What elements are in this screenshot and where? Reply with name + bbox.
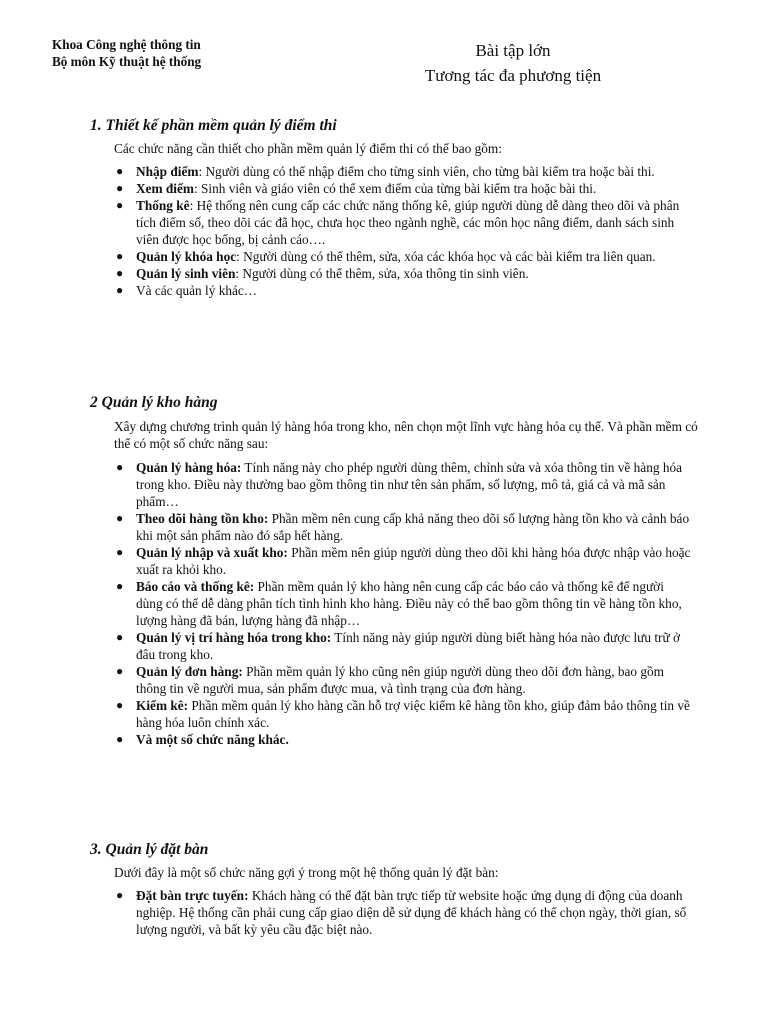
list-item <box>116 663 692 697</box>
course-header <box>380 38 646 88</box>
bullet-icon: ● <box>116 545 124 559</box>
division-name: Bộ môn Kỹ thuật hệ thống <box>52 54 202 69</box>
bullet-icon: ● <box>116 266 124 280</box>
list-item <box>116 265 692 282</box>
bullet-icon: ● <box>116 198 124 212</box>
section-intro: Xây dựng chương trình quản lý hàng hóa trong kho, nên chọn một lĩnh vực hàng hóa cụ thể. Và phần mềm có thể có một số chức năng sau: <box>114 419 698 451</box>
item-term: Đặt bàn trực tuyến: <box>136 888 249 903</box>
list-item <box>116 163 692 180</box>
bullet-icon: ● <box>116 579 124 593</box>
department-header <box>52 36 201 70</box>
list-item <box>116 731 692 748</box>
list-item <box>116 248 692 265</box>
item-text: Phần mềm quản lý kho cũng nên giúp người dùng theo dõi đơn hàng, bao gồm thông tin về người mua, sản phẩm được mua, và tình trạng của đơn hàng. <box>136 664 665 696</box>
item-term: Theo dõi hàng tồn kho: <box>136 511 269 526</box>
item-text: Phần mềm nên giúp người dùng theo dõi khi hàng hóa được nhập vào hoặc xuất ra khỏi kho. <box>136 545 691 577</box>
item-text: Khách hàng có thể đặt bàn trực tiếp từ website hoặc ứng dụng di động của doanh nghiệp. Hệ thống cần phải cung cấp giao diện dễ sử dụng để khách hàng có thể chọn ngày, thời gian, số lượng người, và bất kỳ yêu cầu đặc biệt nào. <box>136 888 687 937</box>
bullet-icon: ● <box>116 630 124 644</box>
item-text: Phần mềm quản lý kho hàng nên cung cấp các báo cáo và thống kê để người dùng có thể dễ dàng phân tích tình hình kho hàng. Điều này có thể bao gồm thông tin về hàng tồn kho, lượng hàng đã bán, lượng hàng đã nhập… <box>136 579 682 628</box>
bullet-icon: ● <box>116 181 124 195</box>
faculty-name: Khoa Công nghệ thông tin <box>52 37 201 52</box>
list-item <box>116 544 692 578</box>
section-title: 1. Thiết kế phần mềm quản lý điểm thi <box>90 117 337 134</box>
item-term: Quản lý hàng hóa: <box>136 460 242 475</box>
item-text: : Sinh viên và giáo viên có thể xem điểm của từng bài kiểm tra hoặc bài thi. <box>193 181 597 196</box>
section-intro: Dưới đây là một số chức năng gợi ý trong một hệ thống quản lý đặt bàn: <box>114 865 499 880</box>
bullet-list <box>116 459 692 748</box>
item-text: Tính năng này giúp người dùng biết hàng hóa nào được lưu trữ ở đâu trong kho. <box>136 630 681 662</box>
item-text: Phần mềm nên cung cấp khả năng theo dõi số lượng hàng tồn kho và cảnh báo khi một sản phẩm nào đó sắp hết hàng. <box>136 511 690 543</box>
bullet-icon: ● <box>116 164 124 178</box>
item-text: : Người dùng có thể nhập điểm cho từng sinh viên, cho từng bài kiểm tra hoặc bài thi. <box>198 164 655 179</box>
item-term: Thống kê <box>136 198 190 213</box>
bullet-icon: ● <box>116 460 124 474</box>
item-text: Và các quản lý khác… <box>136 283 258 298</box>
item-term: Xem điểm <box>136 181 194 196</box>
item-term: Kiểm kê: <box>136 698 189 713</box>
course-name: Tương tác đa phương tiện <box>424 66 602 85</box>
bullet-icon: ● <box>116 283 124 297</box>
item-term: Quản lý đơn hàng: <box>136 664 243 679</box>
assignment-type: Bài tập lớn <box>475 41 551 60</box>
item-text: : Hệ thống nên cung cấp các chức năng thống kê, giúp người dùng dễ dàng theo dõi và phân tích điểm số, theo dõi các đã học, chưa học theo ngành nghề, các môn học nâng điểm, danh sách sinh viên được học bổng, bị cảnh cáo…. <box>136 198 680 247</box>
list-item <box>116 578 692 629</box>
bullet-list <box>116 887 692 938</box>
list-item <box>116 197 692 248</box>
item-term: Quản lý khóa học <box>136 249 237 264</box>
list-item <box>116 180 692 197</box>
section-intro: Các chức năng cần thiết cho phần mềm quản lý điểm thi có thể bao gồm: <box>114 141 502 156</box>
list-item <box>116 887 692 938</box>
list-item <box>116 459 692 510</box>
list-item <box>116 282 692 299</box>
item-term: Quản lý nhập và xuất kho: <box>136 545 288 560</box>
bullet-icon: ● <box>116 888 124 902</box>
bullet-icon: ● <box>116 511 124 525</box>
item-text: Tính năng này cho phép người dùng thêm, chỉnh sửa và xóa thông tin về hàng hóa trong kho. Điều này thường bao gồm thông tin như tên sản phẩm, số lượng, mô tả, giá cả và mã sản phẩm… <box>136 460 683 509</box>
item-term: Và một số chức năng khác. <box>136 732 289 747</box>
bullet-icon: ● <box>116 249 124 263</box>
bullet-icon: ● <box>116 732 124 746</box>
section-title: 2 Quản lý kho hàng <box>90 394 218 411</box>
item-term: Quản lý sinh viên <box>136 266 236 281</box>
bullet-list <box>116 163 692 299</box>
item-term: Quản lý vị trí hàng hóa trong kho: <box>136 630 332 645</box>
item-text: : Người dùng có thể thêm, sửa, xóa các khóa học và các bài kiểm tra liên quan. <box>236 249 656 264</box>
item-text: : Người dùng có thể thêm, sửa, xóa thông tin sinh viên. <box>235 266 529 281</box>
item-term: Báo cáo và thống kê: <box>136 579 255 594</box>
bullet-icon: ● <box>116 664 124 678</box>
list-item <box>116 510 692 544</box>
item-text: Phần mềm quản lý kho hàng cần hỗ trợ việc kiểm kê hàng tồn kho, giúp đảm bảo thông tin về hàng hóa luôn chính xác. <box>136 698 690 730</box>
item-term: Nhập điểm <box>136 164 199 179</box>
list-item <box>116 629 692 663</box>
list-item <box>116 697 692 731</box>
bullet-icon: ● <box>116 698 124 712</box>
section-title: 3. Quản lý đặt bàn <box>90 841 209 858</box>
